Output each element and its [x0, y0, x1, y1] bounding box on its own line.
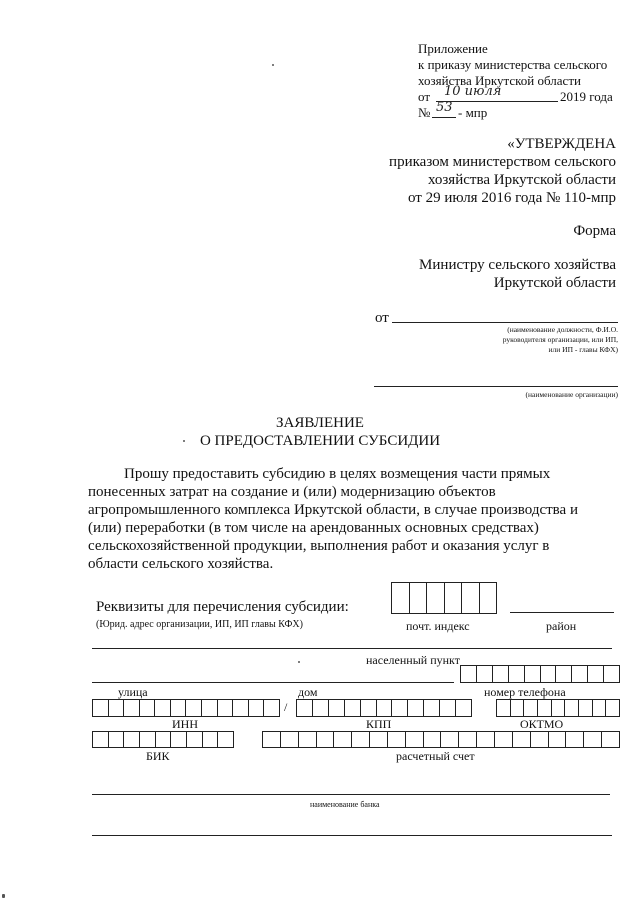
district-line[interactable] — [510, 612, 614, 613]
body-line-3: агропромышленного комплекса Иркутской области, в случае производства и — [88, 502, 578, 518]
bank-line[interactable] — [92, 794, 610, 795]
appendix-line-2: к приказу министерства сельского — [418, 57, 608, 72]
scan-speck — [298, 661, 300, 663]
number-underline — [432, 117, 456, 118]
from-label: от — [375, 310, 389, 326]
body-line-4: (или) переработки (в том числе на арендованных основных средствах) — [88, 520, 539, 536]
appendix-number-suffix: - мпр — [458, 105, 488, 120]
street-boxes[interactable] — [92, 699, 280, 717]
district-label: район — [546, 619, 577, 633]
body-line-6: области сельского хозяйства. — [88, 556, 274, 572]
street-label: улица — [118, 685, 148, 699]
bik-boxes[interactable] — [92, 731, 234, 748]
phone-boxes[interactable] — [496, 699, 620, 717]
handwritten-date: 10 июля — [444, 84, 502, 99]
from-hint-2: руководителя организации, или ИП, — [502, 335, 618, 344]
account-boxes[interactable] — [262, 731, 620, 748]
appendix-number-prefix: № — [418, 105, 431, 120]
addressee-line-2: Иркутской области — [493, 275, 616, 291]
from-hint-1: (наименование должности, Ф.И.О. — [507, 325, 618, 334]
org-line — [374, 386, 618, 387]
form-label: Форма — [573, 223, 616, 239]
account-label: расчетный счет — [396, 749, 475, 763]
handwritten-number: 53 — [436, 100, 453, 115]
house-boxes[interactable] — [296, 699, 472, 717]
doc-subtitle: О ПРЕДОСТАВЛЕНИИ СУБСИДИИ — [199, 433, 441, 449]
scan-speck — [272, 64, 274, 66]
phone-label: номер телефона — [484, 685, 566, 699]
appendix-line-3: хозяйства Иркутской области — [418, 73, 581, 88]
org-hint: (наименование организации) — [525, 390, 618, 399]
approved-line-4: от 29 июля 2016 года № 110-мпр — [407, 190, 616, 206]
settlement-line[interactable] — [92, 682, 454, 683]
scan-speck — [183, 440, 185, 442]
scan-speck — [2, 894, 5, 898]
requisites-title: Реквизиты для перечисления субсидии: — [96, 599, 349, 615]
date-underline — [436, 101, 558, 102]
bik-label: БИК — [146, 749, 170, 763]
from-line — [392, 322, 618, 323]
appendix-title: Приложение — [418, 41, 488, 56]
kpp-label: КПП — [366, 717, 392, 731]
addressee-line-1: Министру сельского хозяйства — [419, 257, 616, 273]
approved-line-1: «УТВЕРЖДЕНА — [507, 136, 616, 152]
address-separator: / — [284, 700, 288, 714]
from-hint-3: или ИП - главы КФХ) — [548, 345, 618, 354]
postal-index-boxes[interactable] — [391, 582, 497, 614]
house-label: дом — [298, 685, 318, 699]
postal-index-label: почт. индекс — [406, 619, 470, 633]
address-line-1[interactable] — [92, 648, 612, 649]
settlement-label: населенный пункт — [366, 653, 460, 667]
body-line-5: сельскохозяйственной продукции, выполнения работ и оказания услуг в — [88, 538, 550, 554]
inn-label: ИНН — [172, 717, 198, 731]
bank-name-label: наименование банка — [310, 800, 380, 809]
bank-line-2[interactable] — [92, 835, 612, 836]
body-line-1: Прошу предоставить субсидию в целях возмещения части прямых — [124, 466, 551, 482]
requisites-subtitle: (Юрид. адрес организации, ИП, ИП главы КФХ) — [96, 619, 303, 630]
approved-line-3: хозяйства Иркутской области — [427, 172, 616, 188]
appendix-from-prefix: от — [418, 89, 431, 104]
appendix-year: 2019 года — [560, 89, 613, 104]
approved-line-2: приказом министерством сельского — [389, 154, 616, 170]
doc-title: ЗАЯВЛЕНИЕ — [276, 415, 364, 431]
settlement-boxes[interactable] — [460, 665, 620, 683]
body-line-2: понесенных затрат на создание и (или) модернизацию объектов — [88, 484, 496, 500]
oktmo-label: ОКТМО — [520, 717, 564, 731]
